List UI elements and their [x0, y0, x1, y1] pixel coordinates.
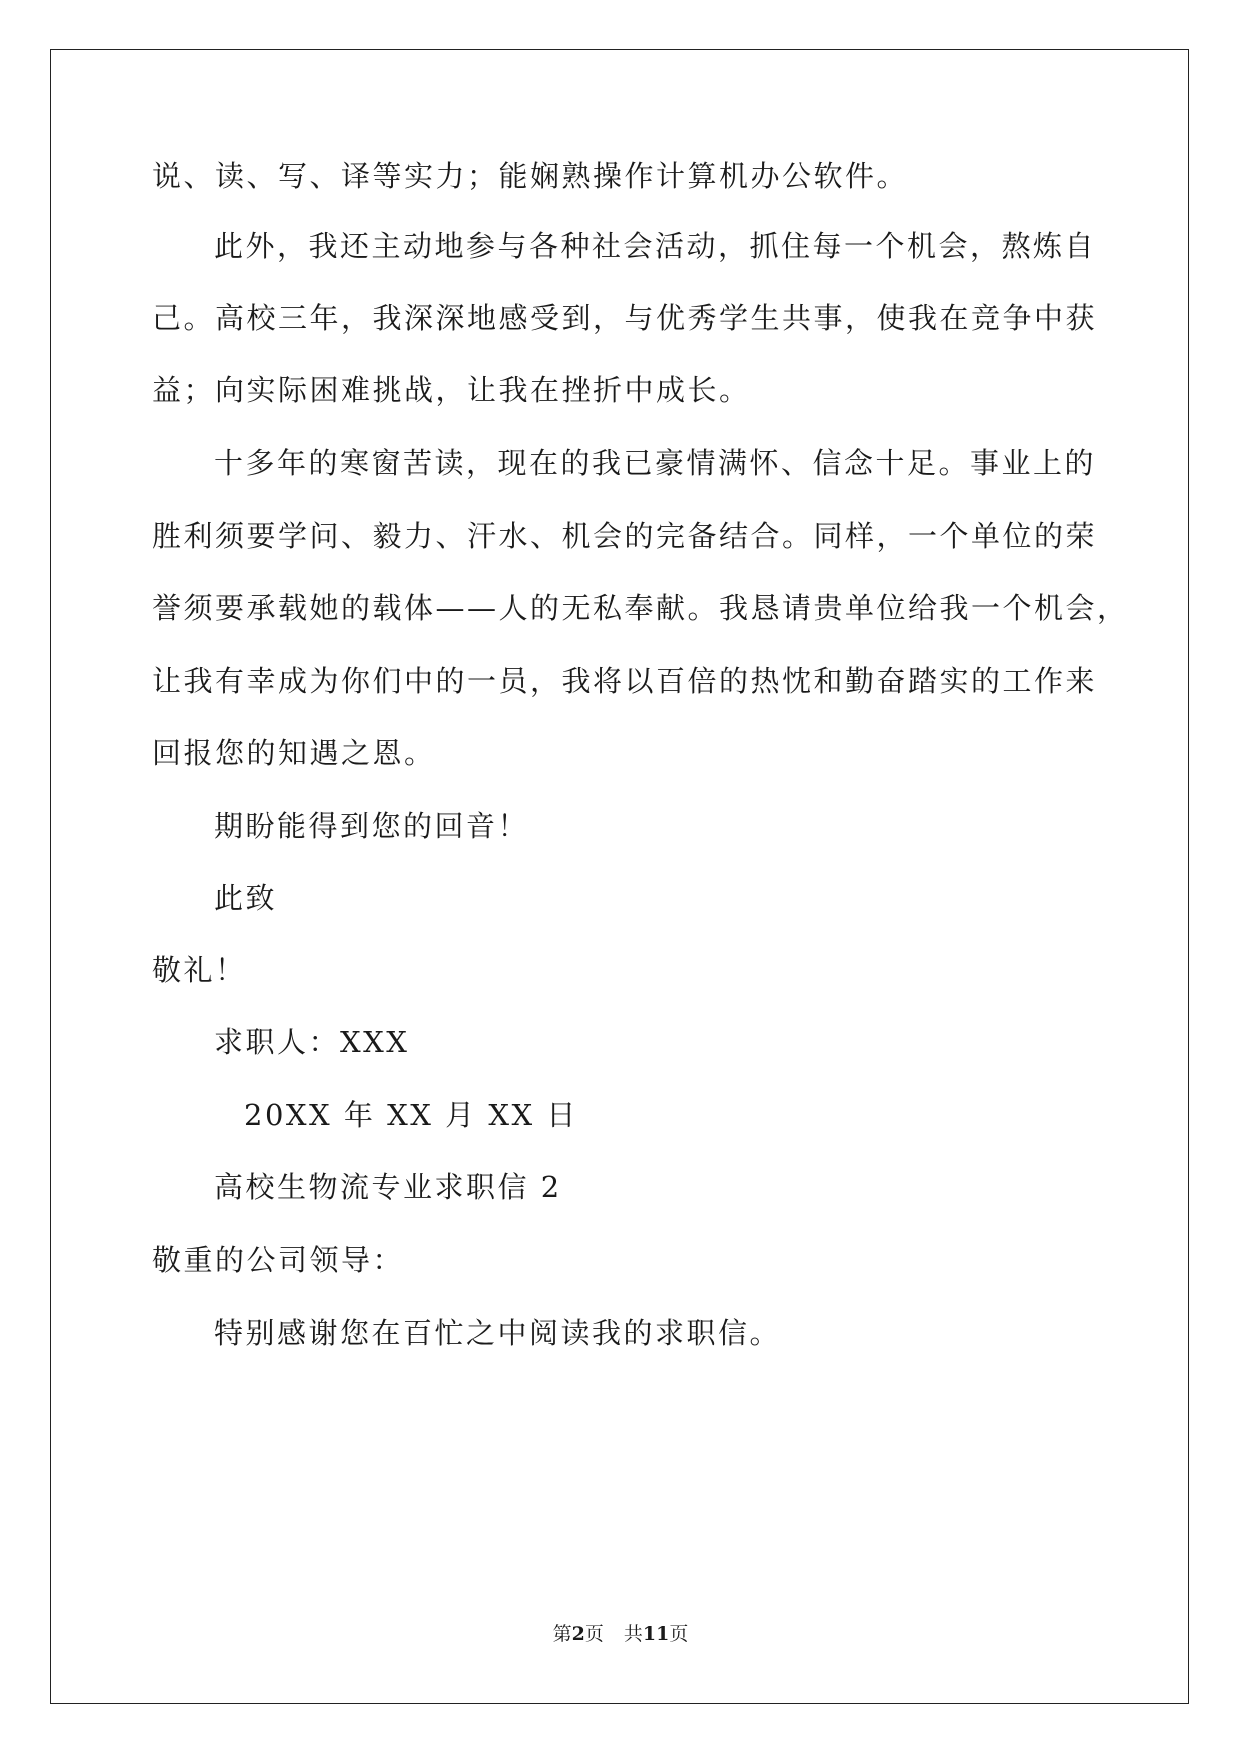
footer-page-prefix: 第	[552, 1623, 572, 1645]
footer-total-prefix: 共	[623, 1623, 643, 1645]
body-line-6: 胜利须要学问、毅力、汗水、机会的完备结合。同样，一个单位的荣	[152, 519, 1098, 553]
body-line-9: 回报您的知遇之恩。	[152, 736, 436, 770]
signature-applicant: 求职人：XXX	[214, 1025, 410, 1059]
body-line-8: 让我有幸成为你们中的一员，我将以百倍的热忱和勤奋踏实的工作来	[152, 664, 1098, 698]
salutation: 敬重的公司领导：	[152, 1243, 405, 1277]
body-line-1: 说、读、写、译等实力；能娴熟操作计算机办公软件。	[152, 159, 909, 193]
footer-page-total: 11	[642, 1623, 670, 1645]
footer-page-current: 2	[571, 1623, 585, 1645]
page-footer	[0, 1622, 1241, 1646]
body-line-5: 十多年的寒窗苦读，现在的我已豪情满怀、信念十足。事业上的	[214, 446, 1097, 480]
footer-page-suffix: 页	[584, 1623, 604, 1645]
body-line-3: 己。高校三年，我深深地感受到，与优秀学生共事，使我在竞争中获	[152, 301, 1098, 335]
body-line-4: 益；向实际困难挑战，让我在挫折中成长。	[152, 373, 751, 407]
closing-jingli: 敬礼！	[152, 953, 247, 987]
closing-cizhi: 此致	[214, 881, 278, 915]
section-title-2: 高校生物流专业求职信 2	[214, 1170, 562, 1204]
body-line-2: 此外，我还主动地参与各种社会活动，抓住每一个机会，熬炼自	[214, 229, 1097, 263]
footer-total-suffix: 页	[669, 1623, 689, 1645]
closing-hope: 期盼能得到您的回音！	[214, 809, 530, 843]
body-line-opening: 特别感谢您在百忙之中阅读我的求职信。	[214, 1316, 782, 1350]
signature-date: 20XX 年 XX 月 XX 日	[244, 1098, 578, 1132]
body-line-7: 誉须要承载她的载体——人的无私奉献。我恳请贵单位给我一个机会，	[152, 591, 1129, 625]
